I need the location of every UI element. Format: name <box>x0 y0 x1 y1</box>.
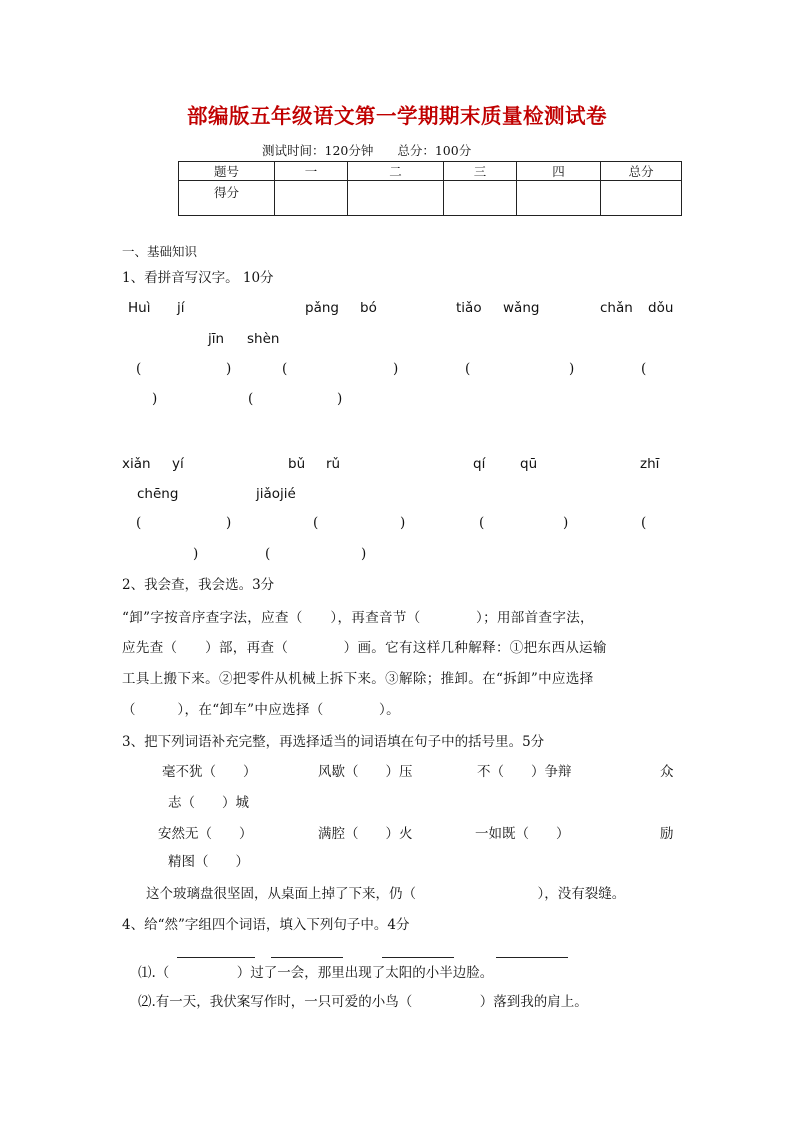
page-title: 部编版五年级语文第一学期期末质量检测试卷 <box>187 104 607 128</box>
score-cell[interactable] <box>275 181 348 216</box>
question-3-sentence: 这个玻璃盘很坚固，从桌面上掉了下来，仍（ ），没有裂缝。 <box>146 886 626 902</box>
pinyin: bǔ <box>288 456 306 472</box>
idiom-blank: 志（ ）城 <box>168 795 249 811</box>
answer-line[interactable] <box>271 957 343 958</box>
exam-total: 总分：100分 <box>397 143 472 158</box>
question-2-text: 应先查（ ）部，再查（ ）画。它有这样几种解释：①把东西从运输 <box>122 640 607 656</box>
idiom-blank: 励 <box>660 826 674 842</box>
answer-line[interactable] <box>382 957 454 958</box>
pinyin: jiǎojié <box>256 486 296 502</box>
pinyin: jí <box>177 300 185 316</box>
idiom-blank: 风歇（ ）压 <box>318 764 413 780</box>
score-cell[interactable] <box>601 181 682 216</box>
section-heading: 一、基础知识 <box>122 244 198 259</box>
pinyin: jīn <box>208 331 225 347</box>
question-2-text: 工具上搬下来。②把零件从机械上拆下来。③解除；推卸。在“拆卸”中应选择 <box>122 671 594 687</box>
score-header: 题号 <box>179 162 275 181</box>
score-header: 一 <box>275 162 348 181</box>
question-1-label: 1、看拼音写汉字。 10分 <box>122 270 274 286</box>
answer-line[interactable] <box>496 957 568 958</box>
question-3-label: 3、把下列词语补充完整，再选择适当的词语填在句子中的括号里。5分 <box>122 734 545 750</box>
exam-time: 测试时间：120分钟 <box>262 143 374 158</box>
question-2-text: “卸”字按音序查字法，应查（ ），再查音节（ ）；用部首查字法， <box>122 610 594 626</box>
score-header: 总分 <box>601 162 682 181</box>
idiom-blank: 众 <box>660 764 674 780</box>
score-header: 二 <box>348 162 444 181</box>
score-cell[interactable] <box>444 181 517 216</box>
pinyin: chēng <box>137 486 179 502</box>
idiom-blank: 满腔（ ）火 <box>318 826 413 842</box>
pinyin: Huì <box>128 300 151 316</box>
question-4-label: 4、给“然”字组四个词语，填入下列句子中。4分 <box>122 917 410 933</box>
question-2-label: 2、我会查，我会选。3分 <box>122 577 275 593</box>
pinyin: dǒu <box>648 300 674 316</box>
pinyin: xiǎn <box>122 456 151 472</box>
pinyin: pǎng <box>305 300 339 316</box>
idiom-blank: 毫不犹（ ） <box>162 764 257 780</box>
pinyin: rǔ <box>326 456 341 472</box>
score-row-label: 得分 <box>179 181 275 216</box>
pinyin: shèn <box>247 331 280 347</box>
idiom-blank: 一如既（ ） <box>475 826 570 842</box>
idiom-blank: 不（ ）争辩 <box>477 764 572 780</box>
pinyin: qū <box>520 456 538 472</box>
score-cell[interactable] <box>348 181 444 216</box>
question-2-text: （ ），在“卸车”中应选择（ ）。 <box>122 702 401 718</box>
pinyin: bó <box>360 300 377 316</box>
idiom-blank: 安然无（ ） <box>158 826 253 842</box>
pinyin: chǎn <box>600 300 633 316</box>
idiom-blank: 精图（ ） <box>168 854 249 870</box>
question-4-sentence: ⑴.（ ）过了一会，那里出现了太阳的小半边脸。 <box>138 965 494 981</box>
pinyin: tiǎo <box>456 300 482 316</box>
pinyin: yí <box>172 456 184 472</box>
score-header: 四 <box>517 162 601 181</box>
score-cell[interactable] <box>517 181 601 216</box>
question-4-sentence: ⑵.有一天，我伏案写作时，一只可爱的小鸟（ ）落到我的肩上。 <box>138 994 588 1010</box>
answer-line[interactable] <box>177 957 255 958</box>
score-table <box>178 161 682 216</box>
exam-meta <box>262 145 471 158</box>
pinyin: zhī <box>640 456 660 472</box>
pinyin: wǎng <box>503 300 540 316</box>
score-header: 三 <box>444 162 517 181</box>
pinyin: qí <box>473 456 486 472</box>
